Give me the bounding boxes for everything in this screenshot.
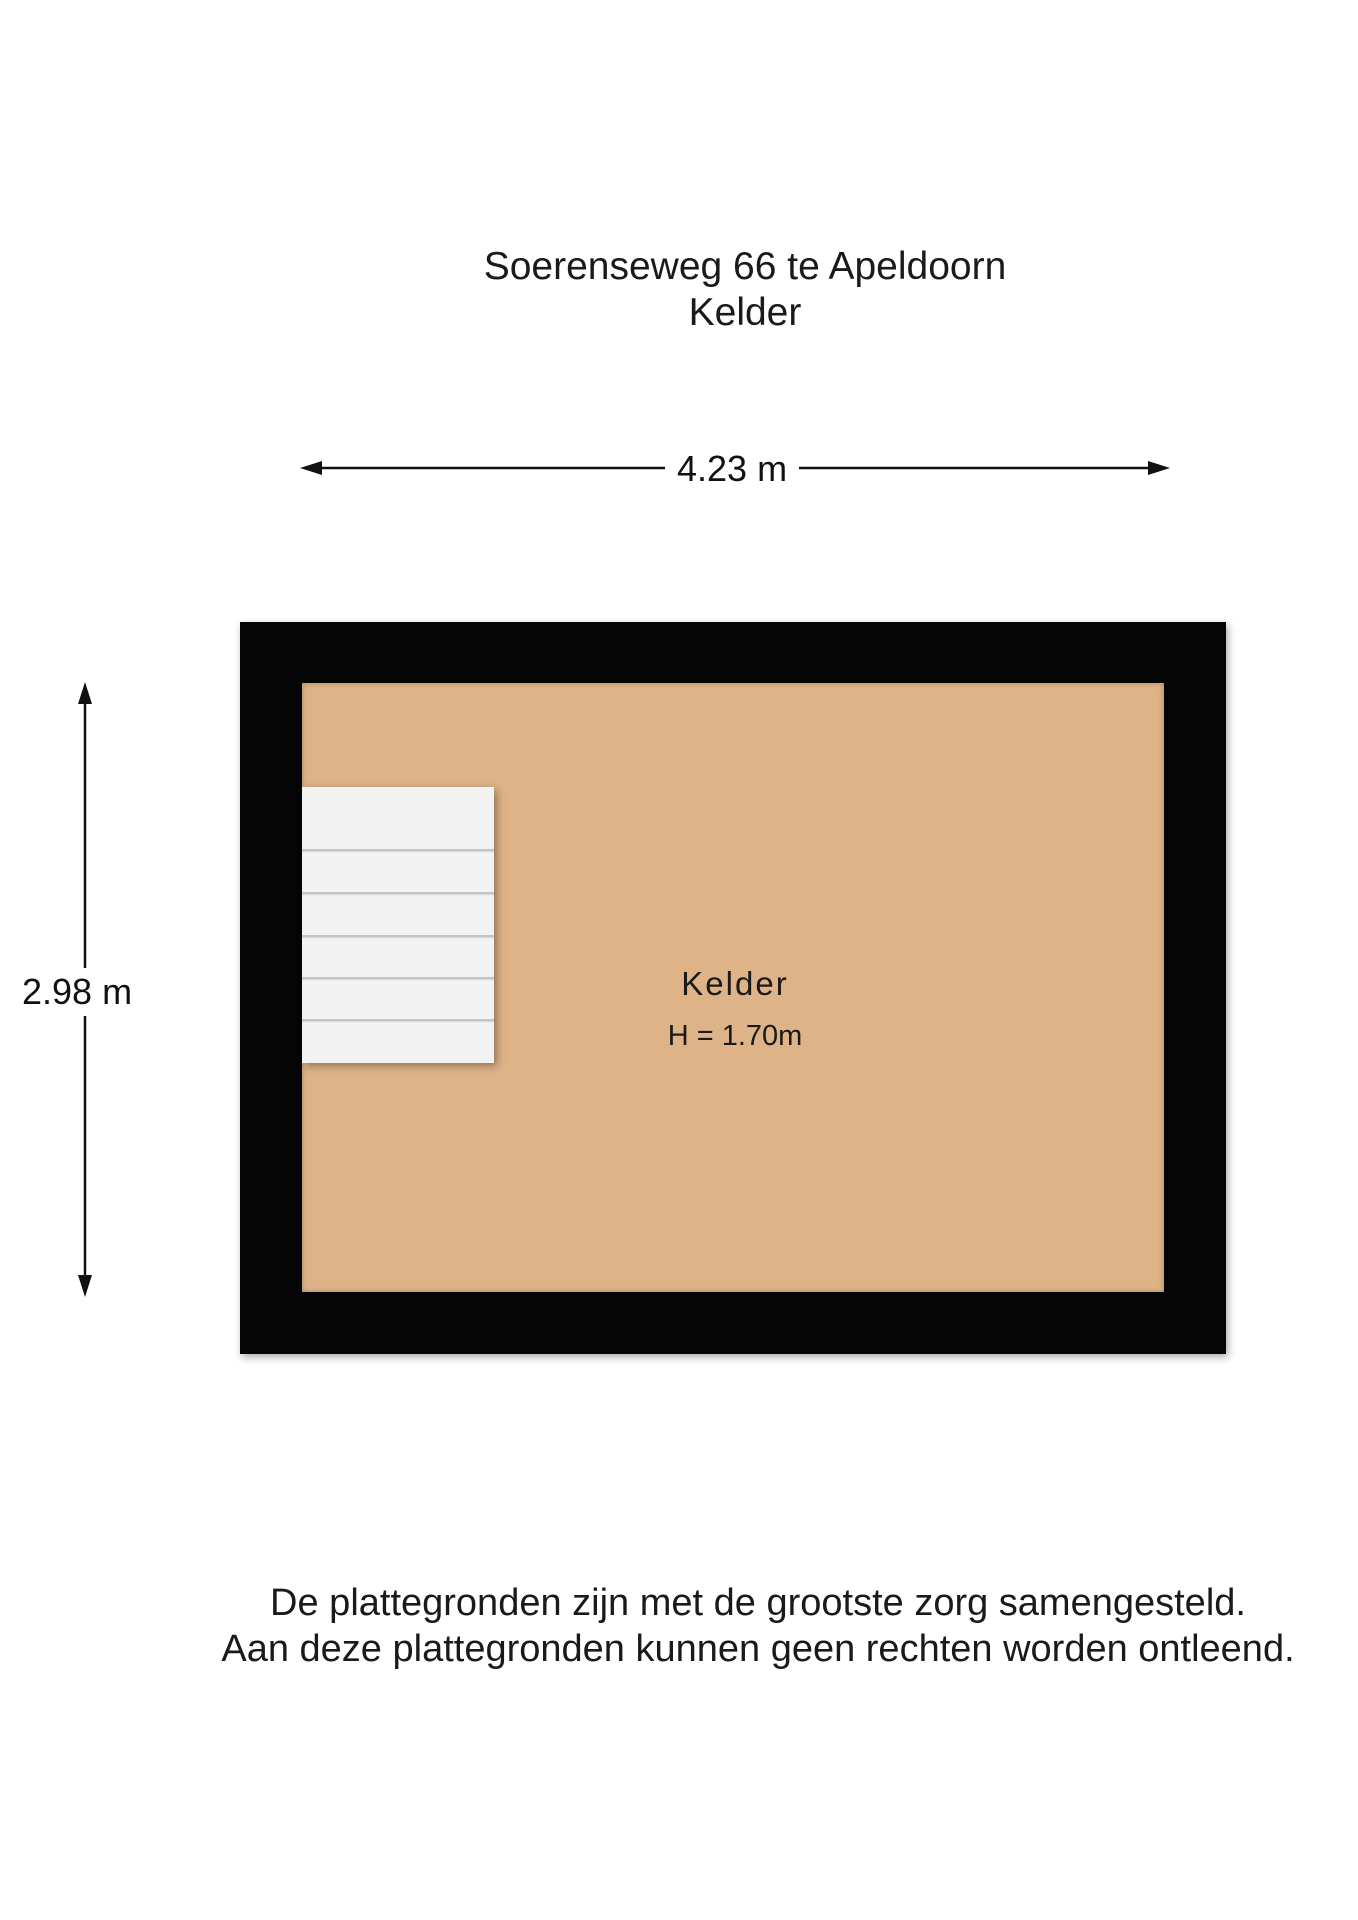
stair-step [302,849,494,851]
plan-address-title: Soerenseweg 66 te Apeldoorn [483,245,1007,288]
disclaimer-line-2: Aan deze plattegronden kunnen geen rechten worden ontleend. [221,1628,1295,1670]
height-arrow-top-head [78,682,92,704]
plan-floor-title: Kelder [688,291,802,334]
width-arrow-right-head [1148,461,1170,475]
stair-step [302,977,494,979]
height-arrow-bottom-head [78,1275,92,1297]
height-dimension-label: 2.98 m [20,968,134,1016]
staircase [302,787,494,1063]
room-height-label: H = 1.70m [667,1020,803,1052]
stair-step [302,935,494,937]
stair-step [302,1019,494,1021]
room-name-label: Kelder [681,965,789,1002]
stair-step [302,892,494,894]
width-arrow-left-head [300,461,322,475]
disclaimer-line-1: De plattegronden zijn met de grootste zorg samengesteld. [270,1582,1246,1624]
width-dimension-label: 4.23 m [665,449,799,489]
